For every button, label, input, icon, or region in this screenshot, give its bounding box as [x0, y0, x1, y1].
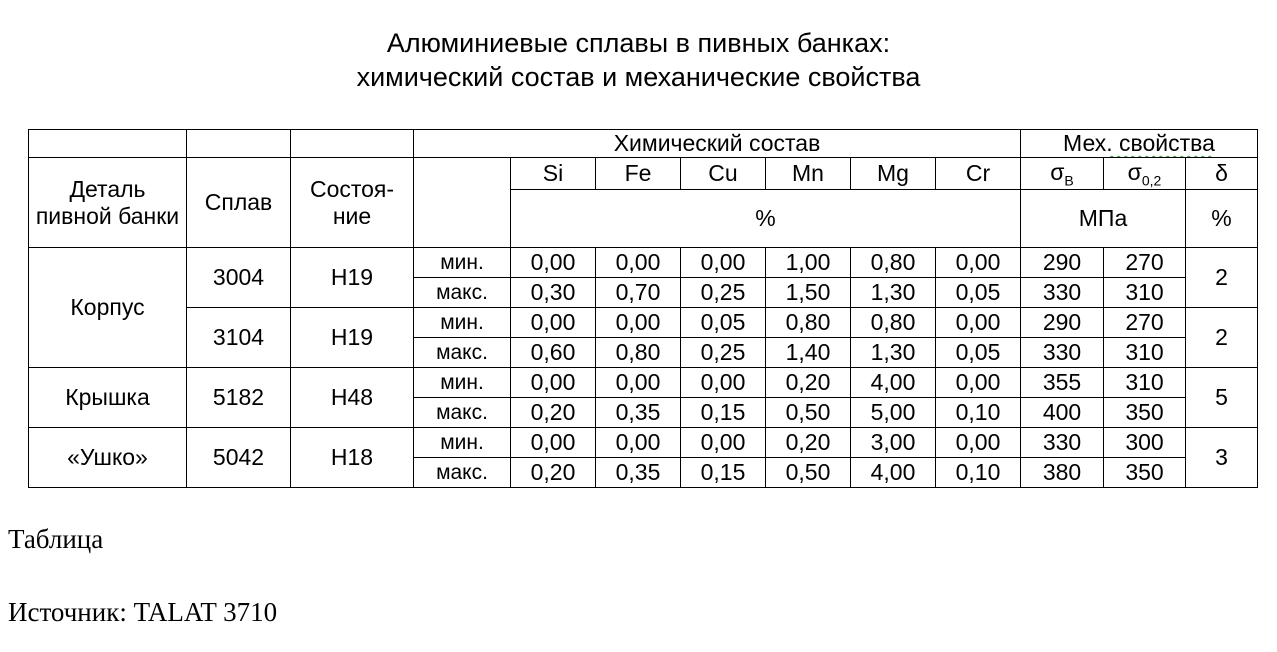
value-si-min: 0,00 [511, 368, 596, 398]
alloy-cell: 3004 [187, 248, 291, 308]
value-fe-max: 0,35 [596, 398, 681, 428]
state-header: Состоя-ние [291, 158, 414, 248]
value-cu-min: 0,05 [681, 308, 766, 338]
element-header-cu: Cu [681, 158, 766, 190]
delta-header: δ [1186, 158, 1258, 190]
value-cr-min: 0,00 [936, 428, 1021, 458]
value-mg-max: 5,00 [851, 398, 936, 428]
value-fe-max: 0,35 [596, 458, 681, 488]
element-header-fe: Fe [596, 158, 681, 190]
value-mg-min: 0,80 [851, 248, 936, 278]
value-mg-min: 0,80 [851, 308, 936, 338]
unit-delta-percent: % [1186, 190, 1258, 248]
value-cu-max: 0,15 [681, 458, 766, 488]
table-title-line-2: химический состав и механические свойства [356, 62, 921, 92]
part-cell: «Ушко» [29, 428, 187, 488]
delta-cell: 3 [1186, 428, 1258, 488]
part-cell: Крышка [29, 368, 187, 428]
state-cell: H48 [291, 368, 414, 428]
value-cu-min: 0,00 [681, 368, 766, 398]
row-label-max: макс. [414, 398, 511, 428]
value-sigma-b-max: 330 [1021, 278, 1104, 308]
value-cr-max: 0,05 [936, 278, 1021, 308]
part-header: Деталь пивной банки [29, 158, 187, 248]
value-sigma-b-min: 290 [1021, 248, 1104, 278]
value-mn-max: 0,50 [766, 398, 851, 428]
unit-chem-percent: % [511, 190, 1021, 248]
value-cr-min: 0,00 [936, 368, 1021, 398]
value-fe-min: 0,00 [596, 248, 681, 278]
value-cu-min: 0,00 [681, 428, 766, 458]
value-sigma-b-max: 380 [1021, 458, 1104, 488]
value-mn-min: 0,20 [766, 428, 851, 458]
header-blank-cell [29, 130, 187, 158]
value-cr-max: 0,10 [936, 458, 1021, 488]
value-sigma-02-min: 270 [1104, 308, 1186, 338]
row-label-max: макс. [414, 278, 511, 308]
value-si-max: 0,20 [511, 458, 596, 488]
value-cu-max: 0,25 [681, 278, 766, 308]
value-sigma-b-min: 330 [1021, 428, 1104, 458]
table-title-line-1: Алюминиевые сплавы в пивных банках: [386, 28, 891, 58]
value-cu-min: 0,00 [681, 248, 766, 278]
value-mn-max: 0,50 [766, 458, 851, 488]
part-cell: Корпус [29, 248, 187, 368]
value-fe-min: 0,00 [596, 308, 681, 338]
value-cr-max: 0,05 [936, 338, 1021, 368]
value-mg-min: 4,00 [851, 368, 936, 398]
value-fe-max: 0,70 [596, 278, 681, 308]
header-blank-cell [291, 130, 414, 158]
element-header-mg: Mg [851, 158, 936, 190]
value-sigma-02-max: 310 [1104, 278, 1186, 308]
state-cell: H19 [291, 248, 414, 308]
alloy-cell: 5182 [187, 368, 291, 428]
row-label-min: мин. [414, 308, 511, 338]
element-header-cr: Cr [936, 158, 1021, 190]
element-header-si: Si [511, 158, 596, 190]
value-cr-min: 0,00 [936, 308, 1021, 338]
table-row [29, 248, 1258, 278]
value-mn-min: 0,80 [766, 308, 851, 338]
value-sigma-02-max: 310 [1104, 338, 1186, 368]
value-mn-min: 1,00 [766, 248, 851, 278]
value-fe-max: 0,80 [596, 338, 681, 368]
sigma-symbol: σ [1050, 158, 1065, 185]
sigma-02-subscript: 0,2 [1141, 172, 1162, 189]
alloy-table [28, 129, 1258, 488]
table-body [29, 248, 1258, 488]
value-sigma-02-max: 350 [1104, 398, 1186, 428]
alloy-header: Сплав [187, 158, 291, 248]
value-sigma-b-min: 290 [1021, 308, 1104, 338]
header-blank-cell [414, 158, 511, 248]
row-label-max: макс. [414, 458, 511, 488]
mech-group-header-part: . свойства [1106, 130, 1215, 156]
value-sigma-b-min: 355 [1021, 368, 1104, 398]
value-mg-max: 4,00 [851, 458, 936, 488]
value-cu-max: 0,15 [681, 398, 766, 428]
mech-group-header [1021, 130, 1258, 158]
element-header-mn: Mn [766, 158, 851, 190]
value-sigma-02-max: 350 [1104, 458, 1186, 488]
mech-group-header-part: Мех [1063, 130, 1107, 156]
value-si-max: 0,30 [511, 278, 596, 308]
value-mg-min: 3,00 [851, 428, 936, 458]
chem-group-header: Химический состав [414, 130, 1021, 158]
value-sigma-b-max: 400 [1021, 398, 1104, 428]
sigma-symbol: σ [1127, 158, 1142, 185]
unit-mpa: МПа [1021, 190, 1186, 248]
row-label-min: мин. [414, 428, 511, 458]
value-si-max: 0,20 [511, 398, 596, 428]
value-mn-max: 1,50 [766, 278, 851, 308]
row-label-max: макс. [414, 338, 511, 368]
sigma-b-subscript: В [1064, 172, 1074, 189]
value-cu-max: 0,25 [681, 338, 766, 368]
value-si-min: 0,00 [511, 428, 596, 458]
value-fe-min: 0,00 [596, 428, 681, 458]
value-cr-min: 0,00 [936, 248, 1021, 278]
alloy-cell: 3104 [187, 308, 291, 368]
value-si-min: 0,00 [511, 248, 596, 278]
delta-cell: 2 [1186, 248, 1258, 308]
table-row [29, 428, 1258, 458]
state-cell: H18 [291, 428, 414, 488]
value-mg-max: 1,30 [851, 278, 936, 308]
value-sigma-02-min: 310 [1104, 368, 1186, 398]
value-cr-max: 0,10 [936, 398, 1021, 428]
source-note: Источник: TALAT 3710 [8, 597, 278, 627]
value-si-min: 0,00 [511, 308, 596, 338]
delta-cell: 2 [1186, 308, 1258, 368]
value-mg-max: 1,30 [851, 338, 936, 368]
row-label-min: мин. [414, 248, 511, 278]
value-sigma-b-max: 330 [1021, 338, 1104, 368]
value-fe-min: 0,00 [596, 368, 681, 398]
value-sigma-02-min: 270 [1104, 248, 1186, 278]
table-row [29, 308, 1258, 338]
row-label-min: мин. [414, 368, 511, 398]
table-row [29, 368, 1258, 398]
alloy-cell: 5042 [187, 428, 291, 488]
sigma-02-header [1104, 158, 1186, 190]
state-cell: H19 [291, 308, 414, 368]
delta-cell: 5 [1186, 368, 1258, 428]
sigma-b-header [1021, 158, 1104, 190]
value-sigma-02-min: 300 [1104, 428, 1186, 458]
table-caption: Таблица [8, 524, 104, 554]
value-mn-max: 1,40 [766, 338, 851, 368]
value-mn-min: 0,20 [766, 368, 851, 398]
header-blank-cell [187, 130, 291, 158]
value-si-max: 0,60 [511, 338, 596, 368]
